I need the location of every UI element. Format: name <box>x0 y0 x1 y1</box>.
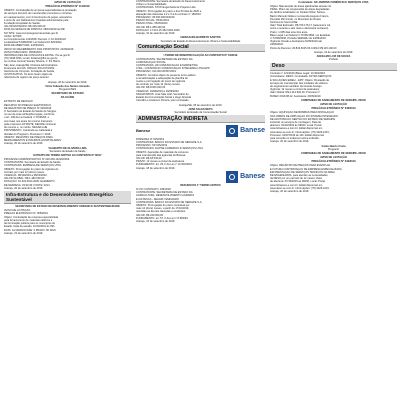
text-line: DOTAÇÃO: 10.302.0014.2000; ELEMENTO <box>4 180 55 184</box>
text-line: decisão do Pregoeiro. Processo nº 2019. <box>4 132 52 136</box>
text-line: ou na Rua Coronel Stanley Silveira, nº 63, Bairro <box>4 60 61 64</box>
text-line: RECURSO DO PREGÃO ELETRÔNICO <box>4 103 51 107</box>
text-line: PREGÃO ELETRÔNICO Nº 005/2019 <box>4 212 48 216</box>
text-line: (79) 3198-1801; email: licitacao@fhs.se.gov.br, <box>4 57 59 61</box>
text-line: do recurso e, no mérito, NEGAR-LHE <box>4 126 48 130</box>
text-line: Bairro Marcelo Déda e na Avenida Augusto Franco, <box>270 14 330 18</box>
text-line: DE DESPESA: 33.90.39; FONTE: 0214 <box>4 183 50 187</box>
text-line: Contrato nº 121/2019 (Base Legal: 13.303/2016 <box>270 72 326 76</box>
text-line: de Jardins localizados no Ginásio Nilton Santos, <box>270 11 326 15</box>
banese-label: Banese <box>136 128 151 134</box>
text-line: OBJETO: REGISTRO DE PREÇOS PARA <box>4 135 53 139</box>
text-line: DE ENGENHARIA, para atender as necessidades <box>270 174 328 178</box>
text-line: Estado da Comunicação Social e Hugo Almeida <box>136 96 192 100</box>
text-line: PROVIMENTO, mantendo-se inalterada a <box>4 129 53 133</box>
text-line: OBJETO: Aquisição de materiais de consumo <box>136 150 189 154</box>
text-line: NO SITE: www.comprasgovernamentais.gov.br <box>4 31 59 35</box>
text-line: E SOLUÇÕES EIRELI - EPP; Objeto: Prestação de <box>270 78 330 82</box>
banese-body-2 <box>136 188 265 223</box>
banese-logo-word: Banese <box>240 127 265 135</box>
text-line: contrato por mais 12 (doze) meses. <box>4 170 45 174</box>
text-line: Aracaju, 20 de setembro de 2019. <box>270 140 310 144</box>
text-line: CONTRATADA: BANCO DO ESTADO DE SERGIPE S.A. <box>136 200 203 204</box>
text-line: BUSEX 2019.08.12. Assinatura: 20/09/2019. <box>270 94 322 98</box>
text-line: AVISO DE LICITAÇÃO <box>4 209 31 213</box>
text-line: de iluminação pública para os municípios do <box>4 222 56 226</box>
text-line: Aracaju, 20 de setembro de 2019. <box>270 190 310 194</box>
text-line: VIGÊNCIA: 08/10/2019 a 08/10/2020 <box>4 173 47 177</box>
comunicacao-title: I TERMO DE REMATRICULAÇÃO AO CONTRATO Nº 04/2019 <box>163 53 238 57</box>
text-line: CONTRATADO: ELIPSE COMÉRCIO E SERVIÇOS LTDA <box>136 147 203 151</box>
deso-head-1: COMPANHIA DE SANEAMENTO DE SERGIPE- DESO <box>301 99 366 102</box>
text-line: PRAZO: 12 meses a contar da assinatura. <box>136 160 185 164</box>
text-line: www.licitacoes-e.com.br. Edital disponível em <box>270 183 323 187</box>
contratado-city: Aracaju, 24 de setembro de 2019. <box>313 51 354 55</box>
signer-name: JOSÉ SALES NETO <box>188 107 213 111</box>
signer-name: UBIRAJARA BARRETO SANTOS <box>180 36 221 40</box>
text-line: CONTRATADA: STCP Engenharia de Projetos Ltda <box>136 6 196 10</box>
text-line: do contrato por mais 12 (doze) meses. <box>136 83 181 87</box>
text-line: Aracaju, 16 de setembro de 2019. <box>136 220 176 224</box>
text-line: OBJETO: Prorrogação do prazo contratual por <box>136 204 190 207</box>
text-line: DISPENSA Nº 015/2019 <box>136 137 165 141</box>
text-line: Processo: 04/07/2019 às 14h; Edital disponível <box>270 133 325 137</box>
contratado-title: Contratado: AR JARDINS COMÉRCIO E SERVIÇOS LTDA <box>298 1 369 4</box>
signature-block-6 <box>270 145 397 151</box>
text-line: CONTRATADA: EMPRESA DE SERVIÇOS LTDA <box>4 164 62 168</box>
banese-logo-icon <box>226 171 238 183</box>
text-line: OBJETO: Prorrogação do prazo e dos 60 dias de 2020 e <box>136 9 202 13</box>
text-line: mais 12 (doze) meses, a partir de 17/10/2019, <box>136 207 190 211</box>
text-line: EXTRATO DE DECISÃO <box>4 100 33 104</box>
comunicacao-city: Aracaju/SE, 05 de setembro de 2019. <box>178 103 223 107</box>
text-line: PROCESSO: SP 015/2019 <box>136 144 168 148</box>
signature-block-1 <box>4 85 131 91</box>
text-line: Gerência de Compras; Fundação de Saúde <box>4 70 55 74</box>
aviso-body <box>4 9 131 79</box>
text-line: www.licitacoes-e.com.br. Edital disponível em <box>270 127 323 131</box>
text-line: de esgotamento sanitário da Grande Aracaju. <box>270 85 323 88</box>
text-line: o art. 109 da Lei Federal nº 8.666/93, e <box>4 116 50 120</box>
text-line: para fornecimento de materiais elétricos e <box>4 218 53 222</box>
column-2 <box>136 0 265 224</box>
aviso-title: AVISO DE LICITAÇÃO <box>54 1 81 4</box>
signer-name: Carlos Bento Costa <box>321 144 346 148</box>
deso-head-2: COMPANHIA DE SANEAMENTO DE SERGIPE- DESO <box>301 152 366 156</box>
text-line: UASG: 927300 <box>4 34 22 38</box>
text-line: JUSTIFICATIVA: Os itens foram objeto de <box>4 73 53 77</box>
text-line: Ponto de Recurso: 26.843.6315.06.0.0012 R$ 115.100,00 <box>270 46 337 50</box>
text-line: Vigência: Desde a Assinatura 24/09/2019 até <box>270 40 322 44</box>
text-line: LTDA - CONSÓRCIO COMUNICAÇÃO INTEGRADA LTDA EPP <box>136 67 210 71</box>
infra-head: SECRETARIA DE ESTADO DE DESENVOLVIMENTO URBANO E SUSTENTABILIDADE <box>15 205 120 209</box>
text-line: alteração das cláusulas 2.2 e 5.4 do contrato nº 18/2016 <box>136 12 201 16</box>
section-bar-administracao-indireta: ADMINISTRAÇÃO INDIRETA <box>136 115 265 123</box>
banese-logo <box>226 125 265 137</box>
text-line: PRAD- Plano de recuperação de áreas degradadas <box>270 8 330 12</box>
text-line: EM PRESTAÇÃO DE SERVIÇOS TÉCNICOS NA ÁREA <box>270 170 335 174</box>
aviso-city: Aracaju, 20 de setembro de 2019. <box>47 80 88 84</box>
text-line: mantidas as demais cláusulas e condições. <box>136 210 186 214</box>
signer-name: ANCELMO LUIZ DE SOUZA <box>316 55 351 59</box>
text-line: DATA: 11/10/2019 FASE: 3 PRAZO: 60 DIAS <box>4 228 56 232</box>
secretaria-head-2: DA SAÚDE <box>60 96 75 100</box>
signature-block-3 <box>136 36 265 42</box>
text-line: Valor Total Estimado: R$ 700.176,17 (setecentos mil, <box>270 24 331 28</box>
text-line: Base Legal: Lei Federal nº 8.666/1993, Lei Estadual <box>270 33 330 37</box>
text-line: Objeto: Manutenção de áreas ajardinadas através do <box>270 5 332 8</box>
signature-block-2 <box>4 147 131 153</box>
text-line: CONTRATANTE: SECRETARIA DE ESTADO DA <box>136 57 193 61</box>
text-line: DATA DA SESSÃO DE DISPUTA: 08/10/2019 às 09h <box>4 28 65 32</box>
comunicacao-body <box>136 58 265 103</box>
text-line: DE REGISTRO DE PREÇO Nº 093/2019 <box>4 106 52 110</box>
text-line: OBJETO: Prorrogação do prazo de vigência do <box>4 167 59 171</box>
text-line: Aracaju, 18 de setembro de 2019. <box>136 166 176 170</box>
text-line: MEDICAMENTOS E INSUMOS HOSPITALARES. <box>4 138 62 142</box>
text-line: COMUNICAÇÃO SOCIAL <box>136 60 166 64</box>
text-line: VALOR: R$ 8.000.000,00 <box>136 86 166 90</box>
text-line: INFORMAÇÕES DE CONSULTA E EDITAL: fhs.se.gov.br <box>4 54 71 58</box>
text-line: em equipamentos, com fornecimento de peças, acessórios <box>4 15 72 19</box>
text-line: FUNDAMENTO: art. 29, II da Lei nº 13.303/2016. <box>136 163 193 167</box>
text-line: Aracaju, 20 de setembro de 2019. <box>4 186 44 190</box>
banese-header-1 <box>136 125 265 137</box>
text-line: VALOR ESTIMADO: R$ 225.000,00 <box>4 25 46 29</box>
secretaria-body <box>4 100 131 145</box>
text-line: PRAZO INICIAL: 05/11/2019 <box>136 19 169 23</box>
text-line: www.deso-se.com.br. Informações: (79) 3226-1001. <box>270 186 330 190</box>
text-line: PROCESSO ADMINISTRATIVO Nº 020.000.13220/2019 <box>4 157 70 161</box>
text-line: Valor Global: R$ 2.212.902,00; Processo nº <box>270 91 321 95</box>
banese-logo-icon <box>226 125 238 137</box>
text-line: serviços de manutenção das unidades do sistema <box>270 81 328 85</box>
text-line: de abertura: 07/10/2019 às 09h00. Local: Portal <box>270 180 325 184</box>
infra-body <box>4 209 131 235</box>
deso-body-2 <box>270 164 397 193</box>
signature-block-4 <box>136 108 265 114</box>
banese-logo-word: Banese <box>240 173 265 181</box>
text-line: cento e setenta e seis reais e dezessete centavos). <box>270 27 329 31</box>
text-line: Lei Complementar 123/2006; Decreto nº 10.024/2019; <box>4 38 67 42</box>
column-1 <box>4 0 131 236</box>
banese-body-1 <box>136 138 265 170</box>
text-line: FUNDAMENTO: art. 57, II da Lei nº 8.666/93. <box>136 216 189 220</box>
signer-role: Prefeito <box>329 58 338 62</box>
text-line: VIGÊNCIA: 19/09/2019 a 19/09/2020 <box>136 89 179 93</box>
text-line: para manutenção das agências do Banese. <box>136 153 187 157</box>
text-line: VALOR: R$ 18.540,00 <box>136 156 162 160</box>
signer-role: Secretário de Estado do Desenvolvimento Urbano e Sustentabilidade <box>160 39 241 43</box>
signer-role: Secretário de Estado da Saúde <box>49 149 86 153</box>
aviso-subtitle: PREGÃO ELETRÔNICO Nº 114/2019 <box>45 5 90 9</box>
text-line: pela empresa LICITANTE, DECIDE conhecer <box>4 122 57 126</box>
banese-logo <box>226 171 265 183</box>
contratado-body <box>270 5 397 50</box>
text-line: abertura: 04/10/2019 às 09h00. Local: Portal <box>270 124 322 128</box>
text-line: Aracaju, 20 de setembro de 2019. <box>4 142 44 146</box>
text-line: Urbano e Sustentabilidade <box>136 3 167 7</box>
signature-block-5 <box>270 55 397 61</box>
text-line: e itens de uso habitual dos hospitais administrados pela <box>4 18 69 22</box>
text-line: incluindo os serviços de montagem. Data de <box>270 121 322 125</box>
text-line: Financeira da FHS. ÓRGÃO SOLICITANTE: <box>4 66 55 70</box>
text-line: Prazo: 1.095 dias e/ou três anos. <box>270 30 309 34</box>
text-line: 24/09/2022. <box>270 43 284 47</box>
text-line: VALOR GLOBAL: R$ 1.482.000,00 <box>4 177 45 181</box>
text-line: E FUTURA CONTRATAÇÃO DE EMPRESA ESPECIALIZADA <box>270 167 342 171</box>
text-line: Fundação Hospitalar de Saúde. <box>4 22 41 26</box>
text-line: CONTRATANTE: Secretaria de Estado do Desenvolvimento <box>136 0 205 3</box>
text-line: VALOR: R$ 240.000,00 <box>136 213 164 217</box>
text-line: custos e prorrogação do prazo de vigência <box>136 80 186 83</box>
text-line: PRAZO FINAL: 05/05/2020 <box>136 22 168 26</box>
text-line: no uso de suas atribuições legais, conforme <box>4 113 55 117</box>
text-line: São José, Aracaju/SE. Diretoria Administrativo- <box>4 63 59 67</box>
text-line: Carvalho e Anderson Pereira, pelo contratado. <box>136 99 190 103</box>
text-line: Vigência: 12 meses a contar da assinatura; <box>270 88 320 92</box>
signer-role: Pregoeiro/SES <box>58 88 77 92</box>
deso-sub2-2: PREGÃO ELETRÔNICO Nº 049/2019 <box>311 160 356 164</box>
text-line: para consulta no endereço acima indicado. <box>270 137 320 141</box>
section-bar-comunicacao-social: Comunicação Social <box>136 44 265 52</box>
text-line: Objeto: REGISTRO DE PREÇOS PARA EVENTUAL <box>270 164 331 168</box>
text-line: O Secretário de Estado da Saúde de Sergipe, <box>4 110 57 114</box>
text-line: AGRICULTURA, DESENVOLVIMENTO AGRÁRIO <box>136 194 195 198</box>
text-line: PROCESSO: 014.000.00457/2019 <box>136 70 176 74</box>
text-line: SIGNATÁRIOS: José Sale Hoff, Secretário de <box>136 92 189 96</box>
text-line: (Contratante: DESO; Contratada: ASTRA SERVIÇOS <box>270 75 332 79</box>
signer-name: Victor Eduardo dos Santos Azevedo <box>45 84 90 88</box>
banese-header-2 <box>136 171 265 183</box>
text-line: NAS OBRAS DE AMPLIAÇÃO DO SISTEMA INTEGRADO <box>270 114 338 118</box>
signer-name: VALBERTO DE OLIVEIRA LIMA <box>48 146 87 150</box>
text-line: Povoado Rio Fundo, no Município de Nossa <box>270 17 321 21</box>
text-line: OBJETO: Constitui objeto do presente termo aditivo <box>136 73 196 77</box>
text-line: Objeto: AQUISIÇÃO DE BOMBAS PARA INSTALAÇÃO <box>270 111 334 115</box>
extrato-title: EXTRATO DE TERMO ADITIVO AO CONTRATO Nº 82/17 <box>33 153 102 157</box>
text-line: AVISO PUBLICADO: 05/09/2019 <box>4 50 42 54</box>
text-line: Estado. Data da sessão: 10/10/2019 às 09h. <box>4 225 56 229</box>
text-line: CONTRATADA: BANCO DO ESTADO DE SERGIPE S.A. <box>136 140 203 144</box>
text-line: OBJETO: Contratação de empresa especializada na prestação <box>4 9 77 13</box>
contract-body <box>136 0 265 35</box>
section-bar-deso: Deso <box>270 63 397 71</box>
text-line: com base nos autos do recurso interposto <box>4 119 53 123</box>
text-line: CONTRATANTE: Secretaria de Estado da Saúde <box>4 161 61 165</box>
text-line: Lei Estadual 5.848/2006; Lei Federal 10.520/2002. <box>4 41 63 45</box>
text-line: da DESO por um período de 12 meses. Data <box>270 177 322 181</box>
deso-sub-2: AVISO DE LICITAÇÃO <box>320 156 347 160</box>
secretaria-head-1: SECRETARIA DE ESTADO <box>51 92 84 96</box>
text-line: Aracaju, 23 de setembro de 2019. <box>4 231 44 235</box>
text-line: CONTRATADA: HD COMUNICAÇÃO E MARKETING <box>136 63 198 67</box>
text-line: Senhora do Socorro/SE. <box>270 21 299 25</box>
text-line: CONTRATANTE: SECRETARIA DE ESTADO DA <box>136 191 193 195</box>
deso-body-1 <box>270 111 397 143</box>
text-line: Aracaju, 10 de setembro de 2019. <box>136 32 176 36</box>
signer-role: Secretário de Estado da Comunicação Social <box>174 110 227 114</box>
text-line: de serviços técnicos de manutenção preventiva e corretiva <box>4 12 72 16</box>
text-line: DATA DE ABERTURA: 24/09/2019 <box>4 44 44 48</box>
text-line: INÍCIO DO RECEBIMENTO DAS PROPOSTAS: 24/09/2019 <box>4 47 74 51</box>
text-line: www.deso-se.com.br. Informações: (79) 3226-1001; <box>270 130 330 134</box>
text-line: a rematriculação e adequação da planilha de <box>136 76 188 80</box>
signer-role: Pregoeiro <box>327 147 340 151</box>
banese-aditivo-title: RESUMO DO 1º TERMO ADITIVO <box>180 183 221 187</box>
section-bar-infraestrutura: Infra-Estrutura e do Desenvolvimento Energético Sustentável <box>4 191 131 204</box>
text-line: DE ADUTORA DO SERTÃO DO ESTADO DE SERGIPE, <box>270 117 336 121</box>
deso-sub-1: AVISO DE LICITAÇÃO <box>320 103 347 107</box>
text-line: nº 5.848/2006, Portaria SEMARH de 24/09/2019. <box>270 37 327 41</box>
column-3 <box>270 0 397 194</box>
deso-sub2-1: PREGÃO ELETRÔNICO Nº 048/2019 <box>311 107 356 111</box>
text-line: VALOR: R$ 1.289.400,00 <box>136 25 166 29</box>
text-line: DOTAÇÃO: 17.010.15.452.0004.2006 <box>136 28 180 32</box>
text-line: PROCESSO: 35.000.00032/2019 <box>136 16 175 20</box>
extrato-body <box>4 158 131 190</box>
deso-body <box>270 72 397 98</box>
text-line: E DA PESCA - SEAGRI / EMDAGRO <box>136 197 179 201</box>
text-line: Nº DO CONTRATO: 045/2018 <box>136 187 171 191</box>
text-line: Objeto: Contratação de empresa especializada <box>4 215 59 219</box>
text-line: referência de registro de preço anterior. <box>4 76 50 80</box>
